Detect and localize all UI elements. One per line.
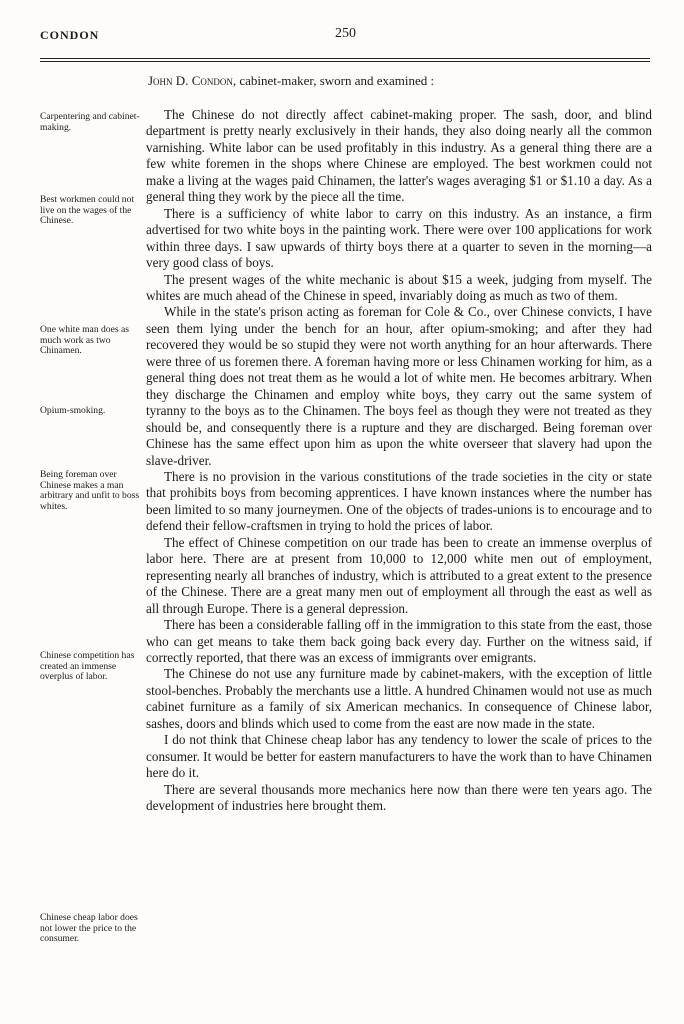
margin-note: Opium-smoking. [40, 405, 106, 416]
margin-note: One white man does as much work as two Chinamen. [40, 324, 129, 357]
witness-description: , cabinet-maker, sworn and examined : [232, 73, 435, 88]
header-rule-top [40, 58, 650, 59]
paragraph: There has been a considerable falling off in the immigration to this state from the east, those who can get means to take them back going back every day. Further on the witness said, if correctly reported, that there was an excess of immigrants over emigrants. [146, 617, 652, 665]
margin-note: Best workmen could not live on the wages of the Chinese. [40, 194, 135, 227]
paragraph: The effect of Chinese competition on our trade has been to create an immense overplus of labor here. There are at present from 10,000 to 12,000 white men out of employment, representing nearly all branches of industry, which is attributed to a great extent to the presence of the Chinese. There are a great many men out of employment all through the east as well as all through Europe. There is a general depression. [146, 534, 652, 616]
paragraph: There is no provision in the various constitutions of the trade societies in the city or state that prohibits boys from becoming apprentices. I have known instances where the number has been limited to so many journeymen. One of the objects of trades-unions is to encourage and to defend their fellow-craftsmen in trying to hold the prices of labor. [146, 468, 652, 534]
paragraph: There are several thousands more mechanics here now than there were ten years ago. The development of industries here brought them. [146, 781, 652, 814]
margin-note: Chinese cheap labor does not lower the price to the consumer. [40, 912, 138, 945]
paragraph: The Chinese do not directly affect cabinet-making proper. The sash, door, and blind department is pretty nearly exclusively in their hands, they also doing nearly all the common varnishing. White labor can be used profitably in this industry. As a general thing there are a few white foremen in the shops where Chinese are employed. The best workmen could not make a living at the wages paid Chinamen, the latter's wages averaging $1 or $1.10 a day. As a general thing they work by the piece all the time. [146, 107, 652, 205]
margin-note: Carpentering and cabinet-making. [40, 111, 140, 133]
margin-note: Chinese competition has created an immense overplus of labor. [40, 650, 135, 683]
header-rule-bottom [40, 61, 650, 62]
paragraph: While in the state's prison acting as foreman for Cole & Co., over Chinese convicts, I have seen them lying under the bench for an hour, after opium-smoking; and after they had recovered they would be so stupid they were not worth anything for an hour afterwards. There were three of us foremen there. A foreman having more or less Chinamen working for him, as a general thing does not treat them as he would a lot of white men. He becomes arbitrary. When they discharge the Chinamen and employ white boys, they carry out the same system of tyranny to the boys as to the Chinamen. The boys feel as though they were not treated as they should be, and consequently there is a rupture and they are discharged. Being foreman over Chinese has the same effect upon him as upon the white overseer that slavery had upon the slave-driver. [146, 304, 652, 468]
paragraph: The present wages of the white mechanic is about $15 a week, judging from myself. The whites are much ahead of the Chinese in speed, invariably doing as much as two of them. [146, 271, 652, 303]
running-title: CONDON [40, 28, 100, 42]
testimony-body [146, 107, 652, 814]
page-header [40, 24, 650, 44]
witness-name: John D. Condon [148, 73, 233, 88]
paragraph: I do not think that Chinese cheap labor has any tendency to lower the scale of prices to the consumer. It would be better for eastern manufacturers to have the work than to have Chinamen here do it. [146, 732, 652, 781]
paragraph: The Chinese do not use any furniture made by cabinet-makers, with the exception of little stool-benches. Probably the merchants use a little. A hundred Chinamen would not use as much cabinet furniture as a family of six American mechanics. In consequence of Chinese labor, sashes, doors and blinds which used to come from the east are now made in the state. [146, 666, 652, 731]
margin-note: Being foreman over Chinese makes a man arbitrary and unfit to boss whites. [40, 469, 140, 512]
witness-line [148, 73, 648, 89]
paragraph: There is a sufficiency of white labor to carry on this industry. As an instance, a firm advertised for two white boys in the painting work. There were over 100 applications for work within three days. I saw upwards of thirty boys there at a quarter to seven in the morning—a very good class of boys. [146, 205, 652, 271]
page-number: 250 [335, 26, 356, 41]
